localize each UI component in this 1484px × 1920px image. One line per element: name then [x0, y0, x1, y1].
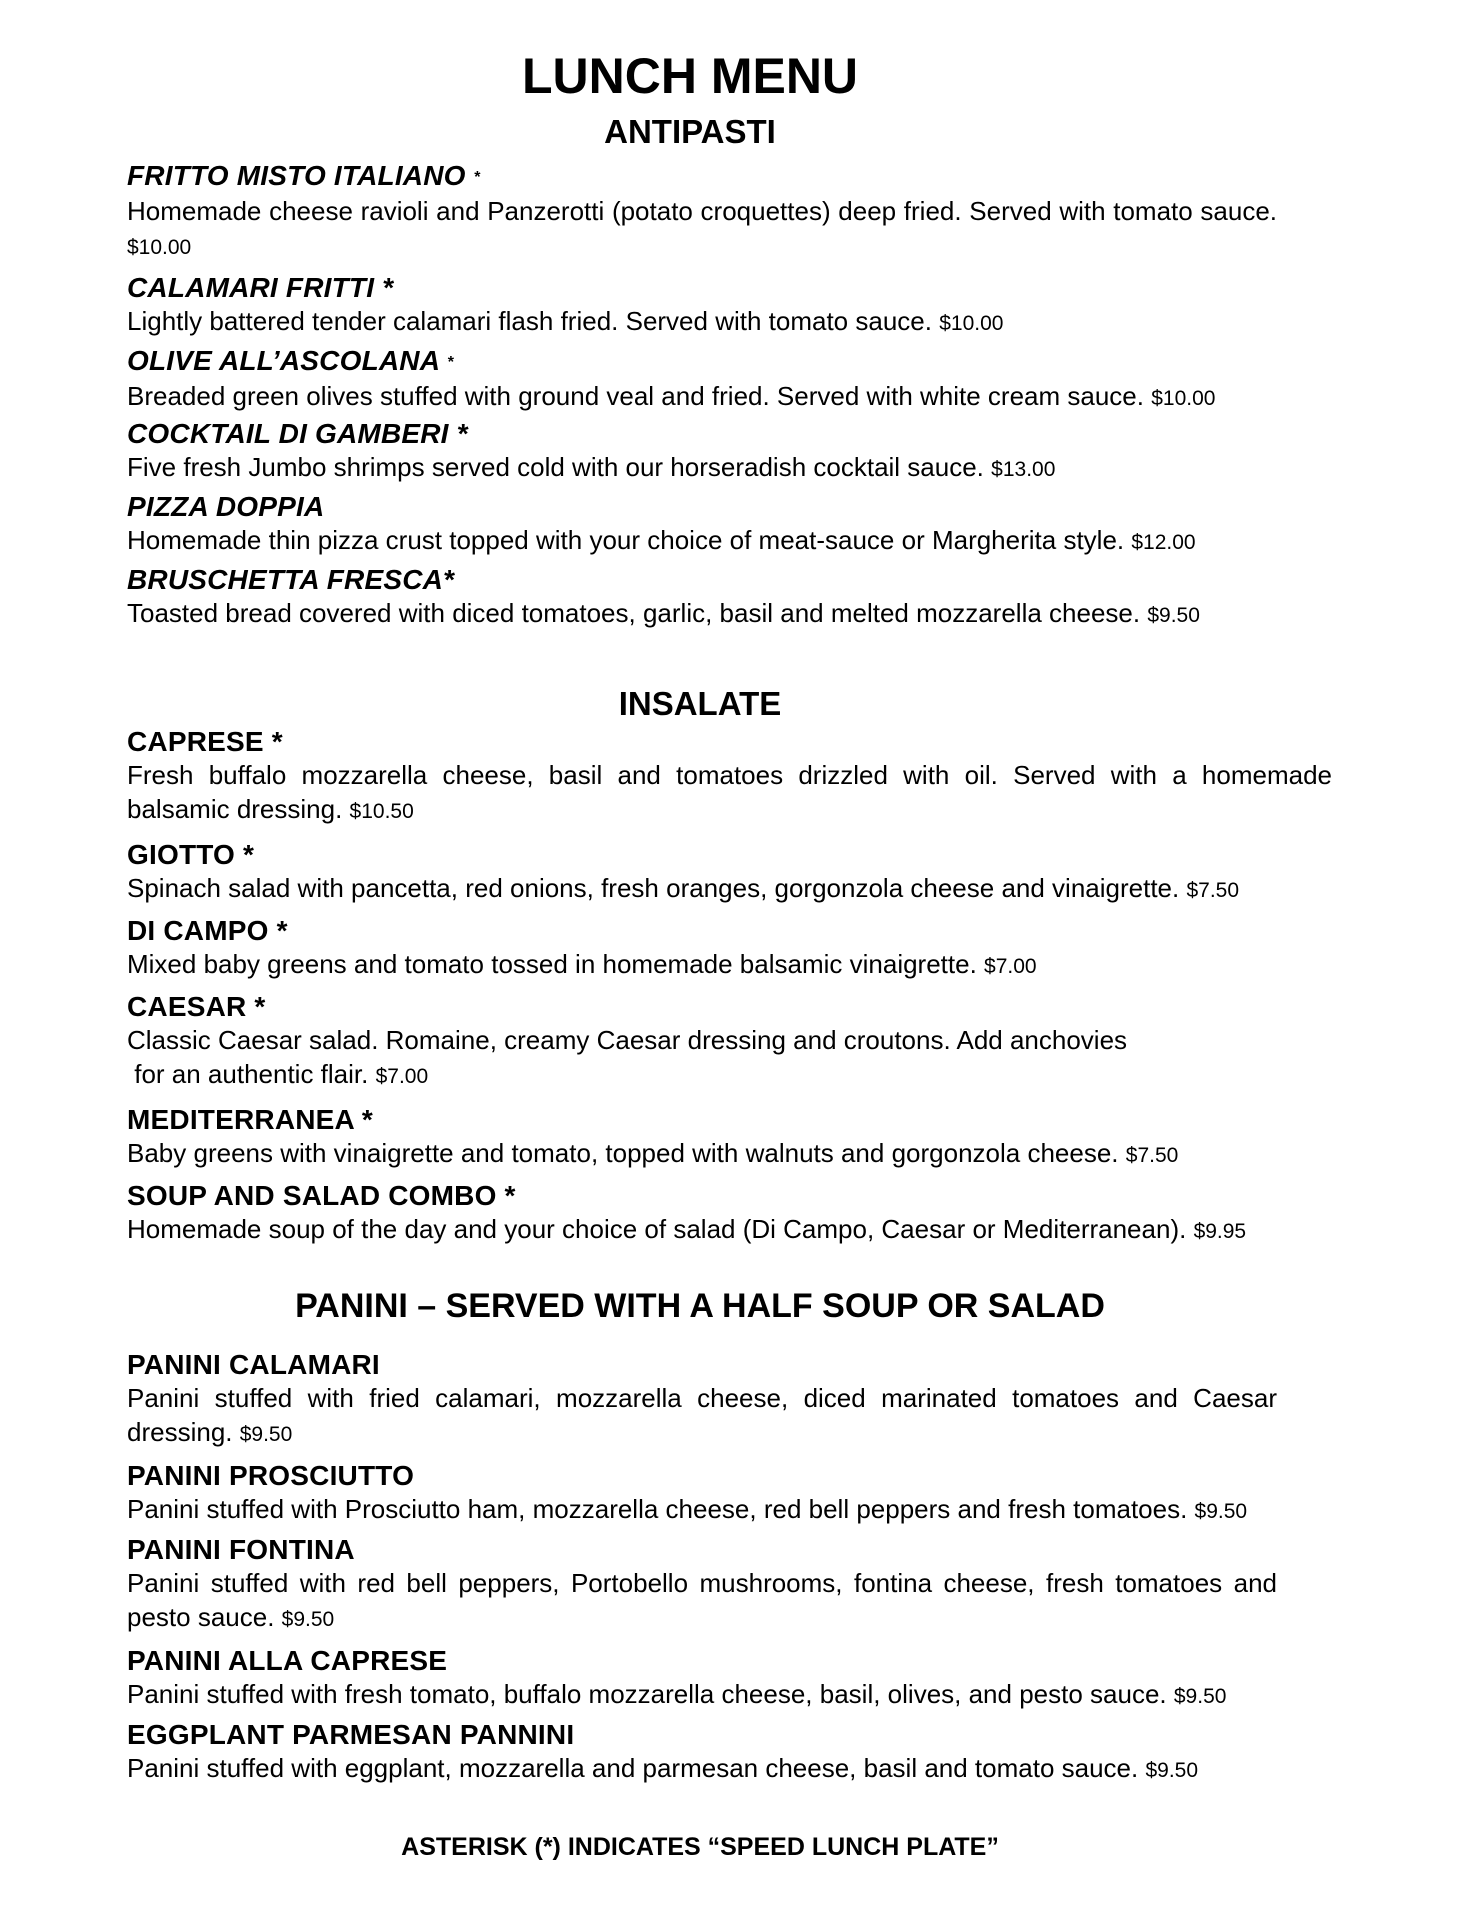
panini-heading: PANINI – SERVED WITH A HALF SOUP OR SALAD [295, 1287, 1105, 1325]
item-price: $9.50 [1173, 1685, 1227, 1708]
item-name: COCKTAIL DI GAMBERI * [127, 418, 468, 449]
item-description: Spinach salad with pancetta, red onions, fresh oranges, gorgonzola cheese and vinaigrette. [127, 873, 1180, 903]
item-name: OLIVE ALL’ASCOLANA [127, 345, 440, 376]
item-description: Panini stuffed with fresh tomato, buffalo mozzarella cheese, basil, olives, and pesto sauce. [127, 1679, 1167, 1709]
item-star: * [473, 169, 481, 186]
item-price: $7.00 [984, 955, 1037, 978]
item-name: CAESAR * [127, 991, 266, 1022]
item-star: * [447, 354, 454, 371]
item-price: $9.50 [281, 1608, 335, 1631]
item-description: Homemade thin pizza crust topped with your choice of meat-sauce or Margherita style. [127, 525, 1125, 555]
item-price: $9.95 [1193, 1220, 1247, 1243]
menu-item [127, 1460, 1277, 1534]
menu-item [127, 1645, 1277, 1719]
menu-item [127, 1104, 1332, 1180]
item-price: $13.00 [991, 458, 1056, 481]
menu-item [127, 564, 1277, 637]
insalate-heading: INSALATE [618, 685, 782, 722]
antipasti-section [127, 160, 1277, 637]
item-name: PIZZA DOPPIA [127, 491, 325, 522]
item-description: Classic Caesar salad. Romaine, creamy Caesar dressing and croutons. Add anchovies [127, 1025, 1128, 1055]
item-name: EGGPLANT PARMESAN PANNINI [127, 1719, 575, 1750]
menu-item [127, 726, 1332, 839]
menu-item [127, 1534, 1277, 1645]
item-name: CAPRESE * [127, 726, 283, 757]
item-price: $10.00 [1151, 387, 1216, 410]
menu-item [127, 991, 1332, 1104]
menu-item [127, 915, 1332, 991]
item-description: Panini stuffed with eggplant, mozzarella and parmesan cheese, basil and tomato sauce. [127, 1753, 1139, 1783]
item-description: Panini stuffed with fried calamari, mozzarella cheese, diced marinated tomatoes and Caesar dressing. [127, 1383, 1277, 1447]
item-name: CALAMARI FRITTI * [127, 272, 394, 303]
item-price: $10.50 [349, 800, 414, 823]
menu-item [127, 839, 1332, 915]
item-name: GIOTTO * [127, 839, 255, 870]
item-description: Baby greens with vinaigrette and tomato, topped with walnuts and gorgonzola cheese. [127, 1138, 1119, 1168]
item-price: $7.50 [1186, 879, 1240, 902]
menu-item [127, 418, 1277, 491]
item-price: $9.50 [1145, 1759, 1199, 1782]
item-price: $12.00 [1131, 531, 1196, 554]
item-name: PANINI PROSCIUTTO [127, 1460, 415, 1491]
insalate-section [127, 726, 1332, 1256]
item-price: $9.50 [239, 1423, 293, 1446]
item-description: Toasted bread covered with diced tomatoes, garlic, basil and melted mozzarella cheese. [127, 598, 1141, 628]
menu-item [127, 1349, 1277, 1460]
item-name: PANINI ALLA CAPRESE [127, 1645, 448, 1676]
menu-item [127, 1719, 1277, 1793]
antipasti-heading: ANTIPASTI [604, 113, 776, 150]
item-description: Lightly battered tender calamari flash fried. Served with tomato sauce. [127, 306, 932, 336]
item-price: $9.50 [1147, 604, 1200, 627]
item-name: DI CAMPO * [127, 915, 288, 946]
item-description: Fresh buffalo mozzarella cheese, basil and tomatoes drizzled with oil. Served with a homemade balsamic dressing. [127, 760, 1332, 824]
item-name: SOUP AND SALAD COMBO * [127, 1180, 516, 1211]
item-name: PANINI FONTINA [127, 1534, 355, 1565]
menu-item [127, 491, 1277, 564]
item-price: $10.00 [127, 236, 192, 259]
item-description: Panini stuffed with red bell peppers, Portobello mushrooms, fontina cheese, fresh tomatoes and pesto sauce. [127, 1568, 1277, 1632]
item-price: $10.00 [939, 312, 1004, 335]
item-description: Five fresh Jumbo shrimps served cold with our horseradish cocktail sauce. [127, 452, 984, 482]
item-description: Homemade cheese ravioli and Panzerotti (potato croquettes) deep fried. Served with tomato sauce. [127, 196, 1277, 226]
menu-item [127, 272, 1277, 345]
menu-item [127, 345, 1277, 418]
item-name: PANINI CALAMARI [127, 1349, 380, 1380]
menu-item [127, 1180, 1332, 1256]
item-name: FRITTO MISTO ITALIANO [127, 160, 466, 191]
page-title: LUNCH MENU [521, 48, 859, 104]
item-price: $7.50 [1125, 1144, 1179, 1167]
item-description: Panini stuffed with Prosciutto ham, mozzarella cheese, red bell peppers and fresh tomatoes. [127, 1494, 1188, 1524]
item-description: Homemade soup of the day and your choice of salad (Di Campo, Caesar or Mediterranean). [127, 1214, 1187, 1244]
item-description-continued: for an authentic flair. [127, 1059, 369, 1089]
item-description: Breaded green olives stuffed with ground veal and fried. Served with white cream sauce. [127, 381, 1144, 411]
item-name: BRUSCHETTA FRESCA* [127, 564, 455, 595]
menu-item [127, 160, 1277, 272]
item-price: $9.50 [1194, 1500, 1248, 1523]
footer-note: ASTERISK (*) INDICATES “SPEED LUNCH PLATE” [401, 1833, 999, 1861]
item-description: Mixed baby greens and tomato tossed in homemade balsamic vinaigrette. [127, 949, 977, 979]
item-name: MEDITERRANEA * [127, 1104, 373, 1135]
panini-section [127, 1349, 1277, 1793]
item-price: $7.00 [375, 1065, 429, 1088]
